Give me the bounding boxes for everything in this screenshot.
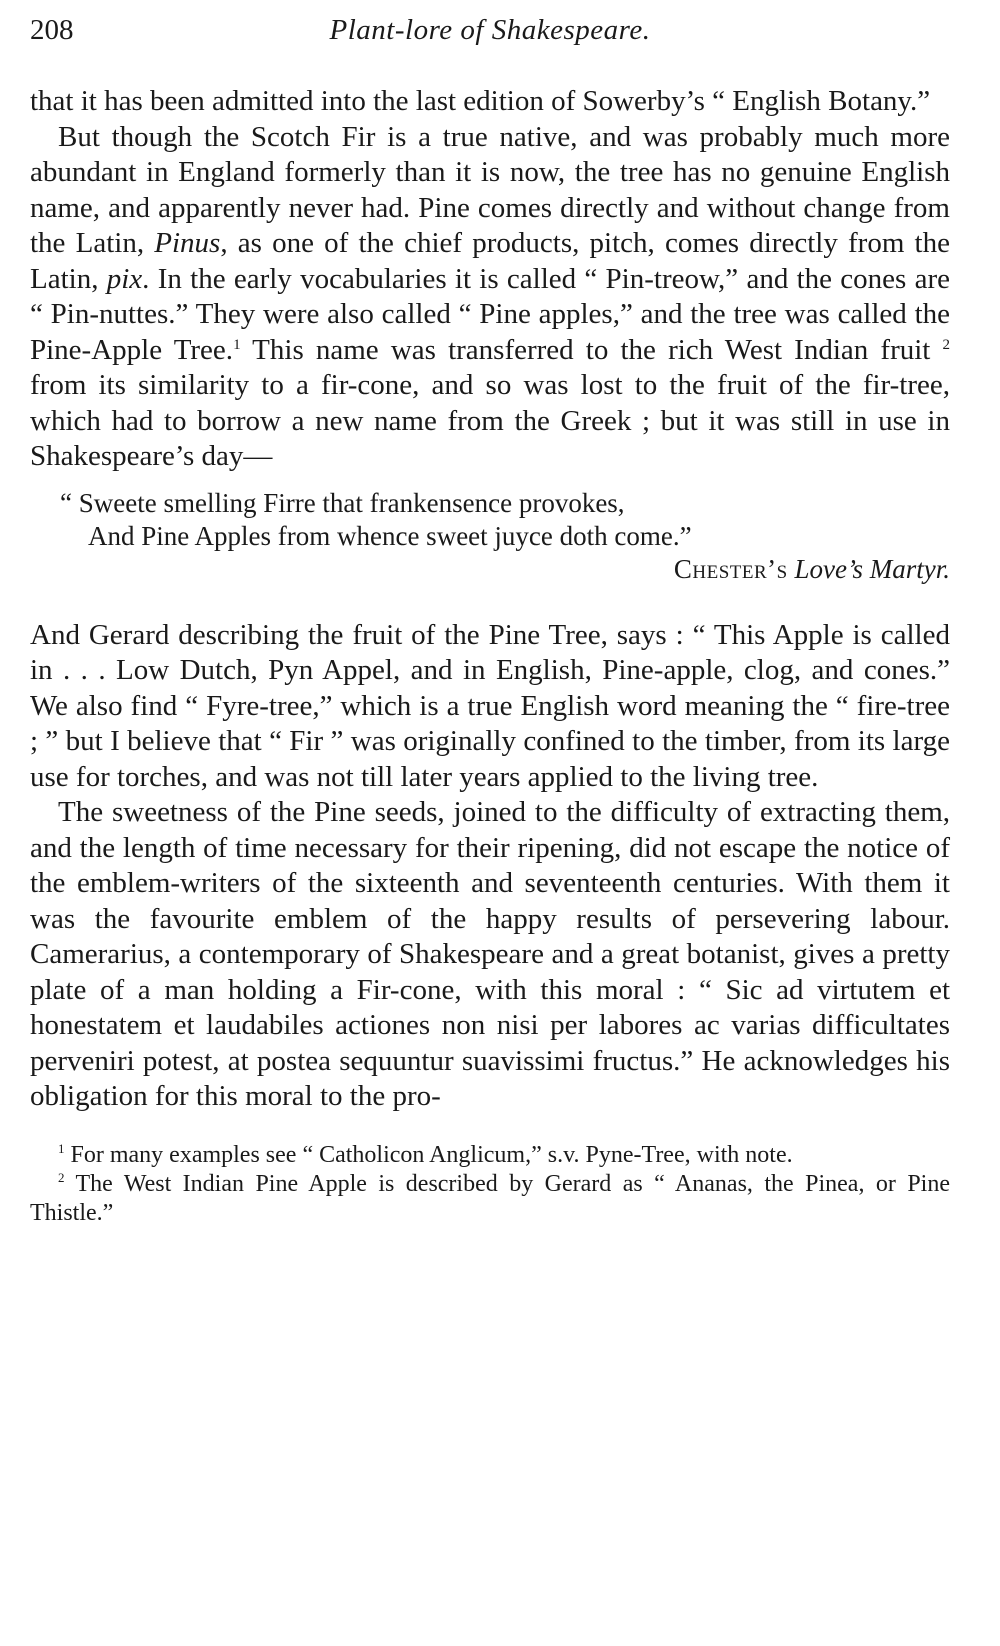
- footnote-text: The West Indian Pine Apple is described by Gerard as “ Ananas, the Pinea, or Pine Thistle.”: [30, 1170, 950, 1226]
- footnotes: [30, 1141, 950, 1228]
- footnote-mark: 2: [58, 1169, 65, 1185]
- verse-quotation: [60, 487, 950, 586]
- attribution-author: Chester’s: [673, 553, 788, 584]
- paragraph-scotch-fir: [30, 120, 950, 475]
- footnote-1: [30, 1141, 950, 1170]
- footnote-mark: 1: [58, 1140, 65, 1156]
- footnote-ref-1: 1: [233, 336, 241, 353]
- page-number: 208: [30, 14, 74, 46]
- quote-attribution: [60, 553, 950, 586]
- italic-pinus: Pinus: [154, 227, 221, 259]
- paragraph-emblem-writers: The sweetness of the Pine seeds, joined to the difficulty of extracting them, and the length of time necessary for their ripening, did not escape the notice of the emblem-writers of the sixteenth and seventeenth centuries. With them it was the favourite emblem of the happy results of persevering labour. Camerarius, a contemporary of Shakespeare and a great botanist, gives a pretty plate of a man holding a Fir-cone, with this moral : “ Sic ad virtutem et honestatem et laudabiles actiones non nisi per labores ac varias difficultates perveniri potest, at postea sequuntur suavissimi fructus.” He acknowledges his obligation for this moral to the pro-: [30, 796, 950, 1112]
- footnote-2: [30, 1170, 950, 1228]
- running-title: Plant-lore of Shakespeare.: [329, 14, 651, 46]
- paragraph-gerard: And Gerard describing the fruit of the Pine Tree, says : “ This Apple is called in . . . Low Dutch, Pyn Appel, and in English, Pine-apple, clog, and cones.” We also find “ Fyre-tree,” which is a true English word meaning the “ fire-tree ; ” but I believe that “ Fir ” was originally confined to the timber, from its large use for torches, and was not till later years applied to the living tree.: [30, 618, 950, 793]
- text-run: , as one of the chief products, pitch, comes directly from the Latin,: [30, 227, 950, 295]
- verse-line-1: “ Sweete smelling Firre that frankensence provokes,: [60, 487, 625, 518]
- text-run: . In the early vocabularies it is called “ Pin-treow,” and the cones are “ Pin-nuttes.” They were also called “ Pine apples,” and the tree was called the Pine-Apple Tree.: [30, 262, 951, 366]
- verse-line-2: And Pine Apples from whence sweet juyce doth come.”: [88, 520, 692, 551]
- page-header: [30, 14, 950, 58]
- book-page: [30, 14, 950, 1228]
- paragraph-continuation: that it has been admitted into the last edition of Sowerby’s “ English Botany.”: [30, 85, 931, 117]
- footnote-text: For many examples see “ Catholicon Anglicum,” s.v. Pyne-Tree, with note.: [64, 1141, 793, 1168]
- text-run: This name was transferred to the rich West Indian fruit: [240, 333, 943, 366]
- italic-pix: pix: [106, 262, 143, 295]
- text-run: But though the Scotch Fir is a true native, and was probably much more abundant in England formerly than it is now, the tree has no genuine English name, and apparently never had. Pine comes directly and without change from the Latin,: [30, 120, 950, 259]
- body-text: [30, 84, 950, 1115]
- attribution-work: Love’s Martyr.: [794, 553, 950, 584]
- text-run: from its similarity to a fir-cone, and so was lost to the fruit of the fir-tree, which had to borrow a new name from the Greek ; but it was still in use in Shakespeare’s day—: [30, 369, 950, 472]
- footnote-ref-2: 2: [942, 336, 950, 353]
